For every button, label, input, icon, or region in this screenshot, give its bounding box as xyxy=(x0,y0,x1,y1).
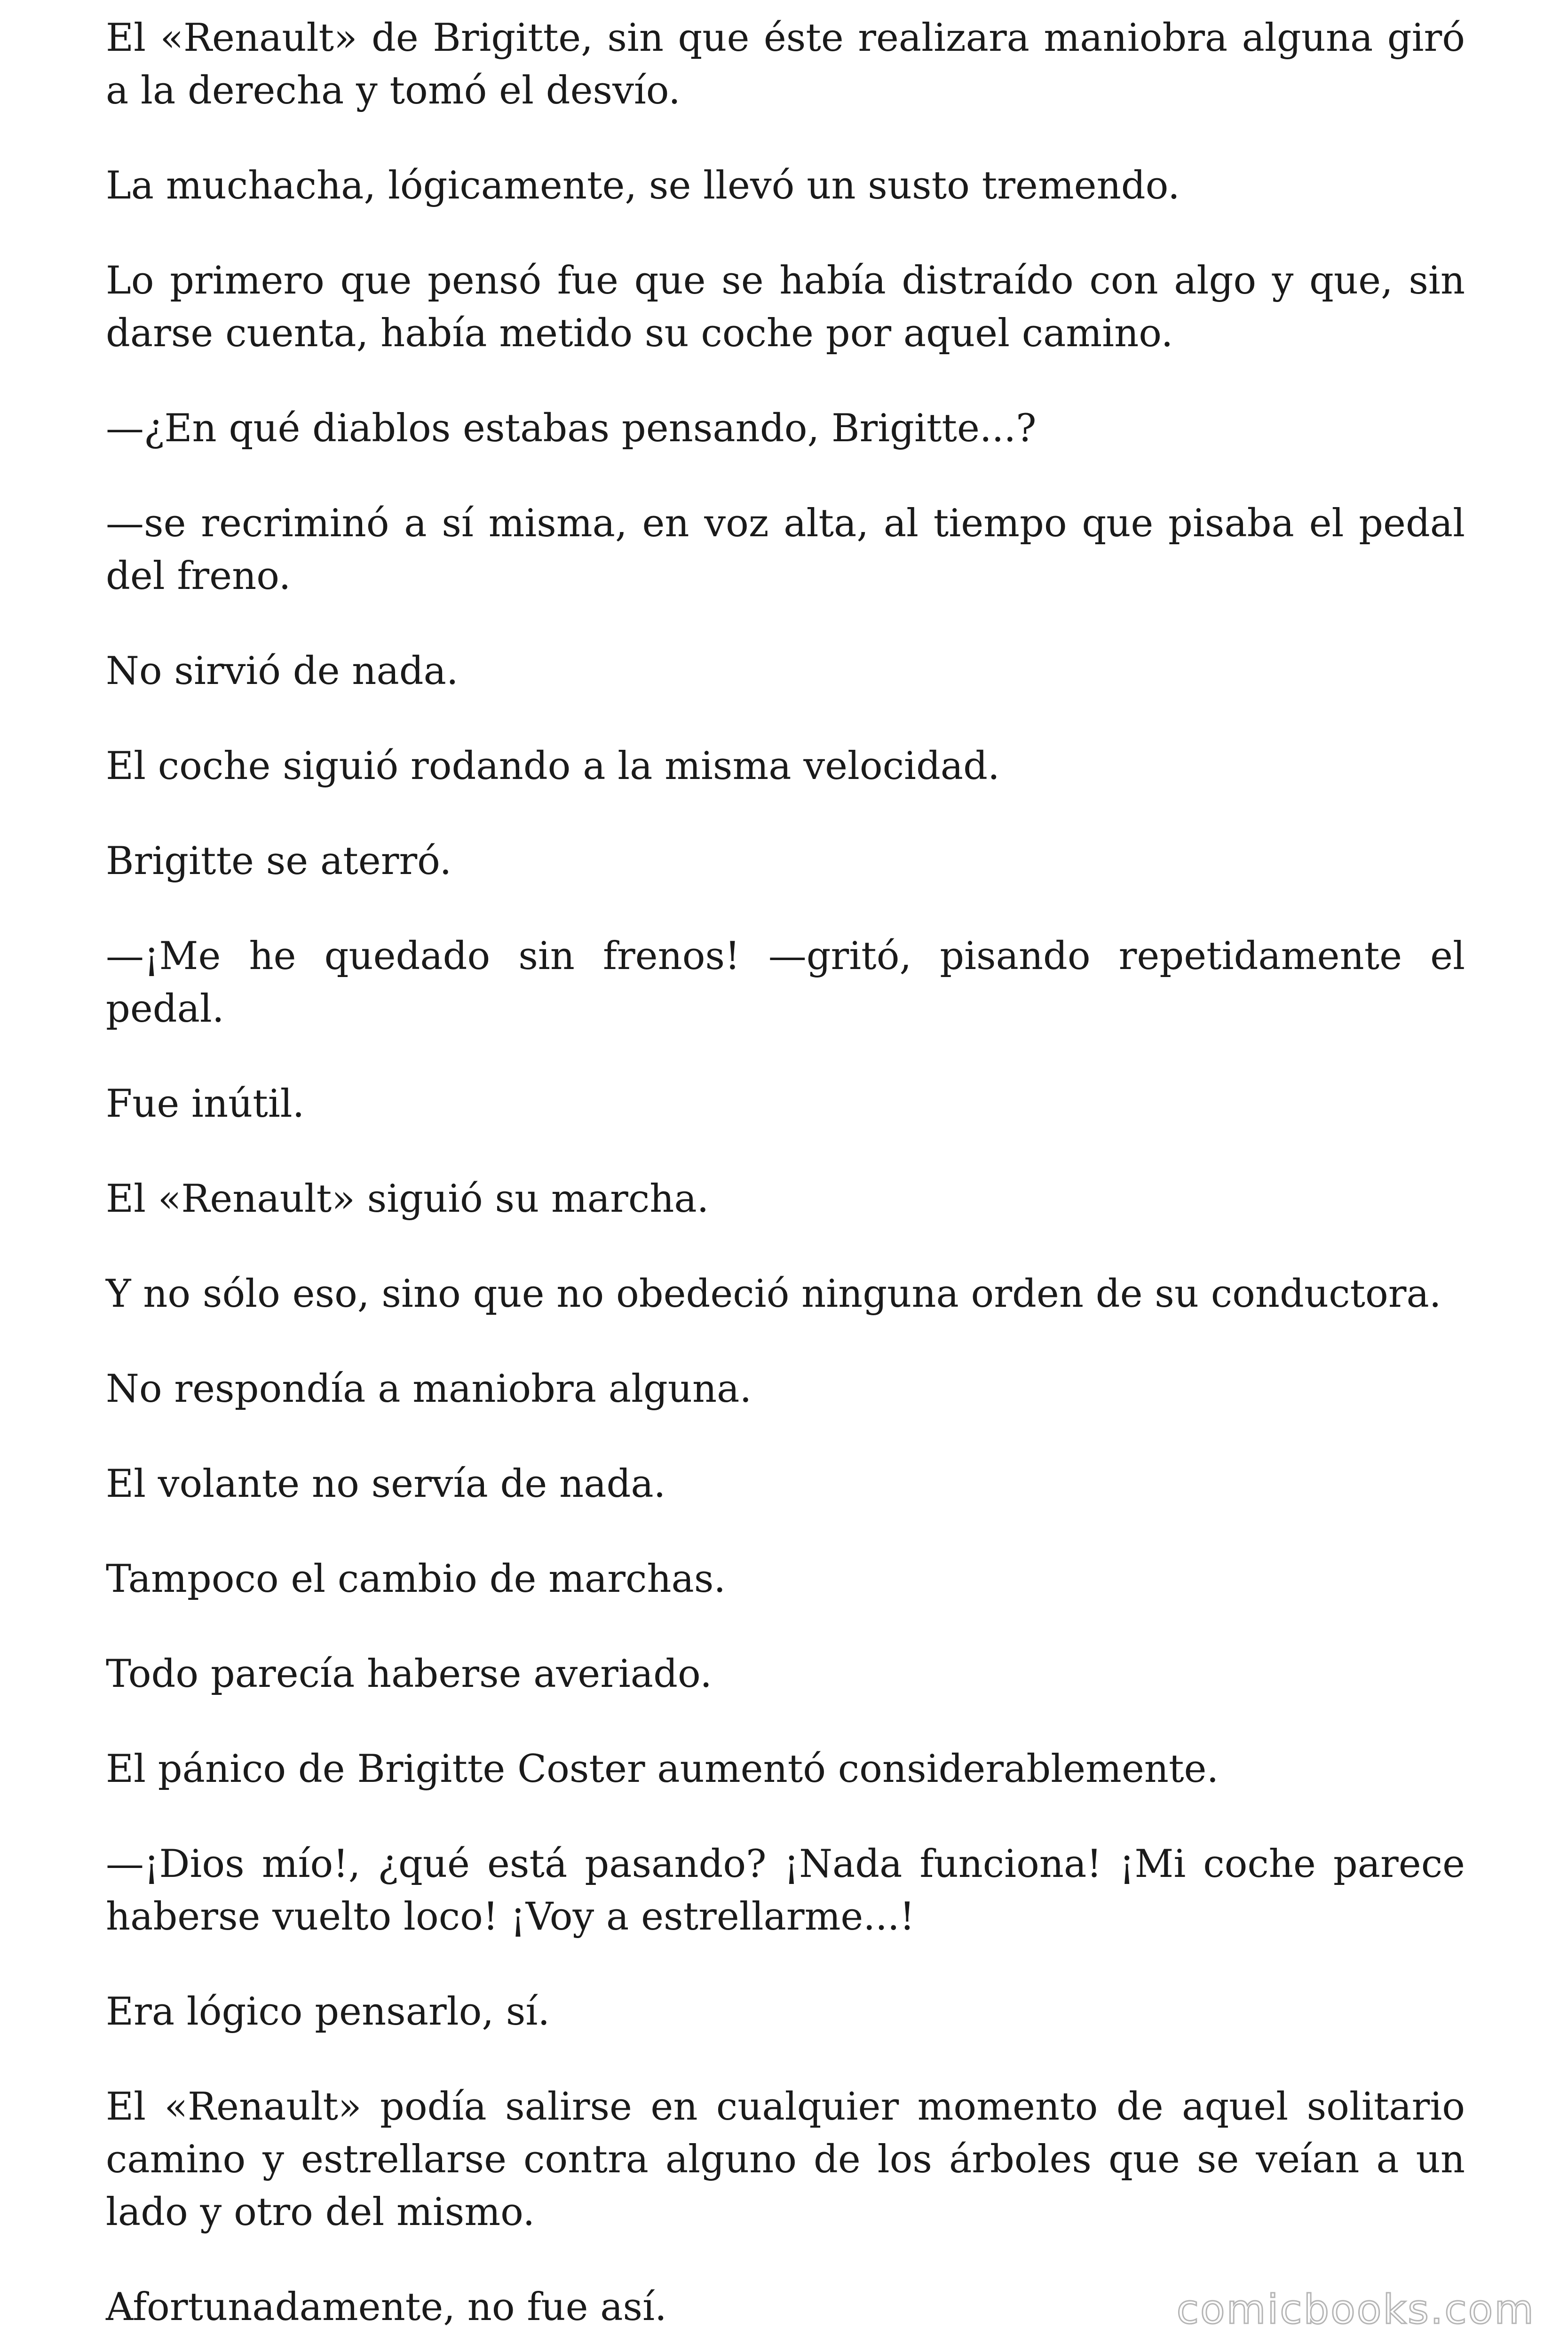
watermark-logo: comicbooks.com xyxy=(1176,2286,1535,2333)
paragraph-9: —¡Me he quedado sin frenos! —gritó, pisando repetidamente el pedal. xyxy=(106,934,1465,1031)
paragraph-19: Era lógico pensarlo, sí. xyxy=(106,1990,550,2034)
paragraph-16: Todo parecía haberse averiado. xyxy=(106,1652,713,1696)
paragraph-7: El coche siguió rodando a la misma velocidad. xyxy=(106,744,1000,788)
paragraph-1: El «Renault» de Brigitte, sin que éste realizara maniobra alguna giró a la derecha y tomó el desvío. xyxy=(106,16,1465,113)
paragraph-14: El volante no servía de nada. xyxy=(106,1462,666,1506)
paragraph-17: El pánico de Brigitte Coster aumentó considerablemente. xyxy=(106,1747,1219,1791)
paragraph-12: Y no sólo eso, sino que no obedeció ninguna orden de su conductora. xyxy=(106,1272,1441,1316)
paragraph-20: El «Renault» podía salirse en cualquier momento de aquel solitario camino y estrellarse contra alguno de los árboles que se veían a un lado y otro del mismo. xyxy=(106,2085,1465,2234)
page-text xyxy=(106,12,1465,2352)
paragraph-8: Brigitte se aterró. xyxy=(106,839,452,883)
paragraph-21: Afortunadamente, no fue así. xyxy=(106,2285,667,2329)
paragraph-10: Fue inútil. xyxy=(106,1082,305,1126)
paragraph-6: No sirvió de nada. xyxy=(106,649,459,693)
paragraph-13: No respondía a maniobra alguna. xyxy=(106,1367,752,1411)
paragraph-5: —se recriminó a sí misma, en voz alta, al tiempo que pisaba el pedal del freno. xyxy=(106,501,1465,598)
paragraph-4: —¿En qué diablos estabas pensando, Brigitte...? xyxy=(106,406,1037,451)
paragraph-11: El «Renault» siguió su marcha. xyxy=(106,1177,709,1221)
paragraph-18: —¡Dios mío!, ¿qué está pasando? ¡Nada funciona! ¡Mi coche parece haberse vuelto loco! ¡Voy a estrellarme...! xyxy=(106,1842,1465,1939)
paragraph-15: Tampoco el cambio de marchas. xyxy=(106,1557,726,1601)
paragraph-2: La muchacha, lógicamente, se llevó un susto tremendo. xyxy=(106,164,1180,208)
paragraph-3: Lo primero que pensó fue que se había distraído con algo y que, sin darse cuenta, había metido su coche por aquel camino. xyxy=(106,259,1465,356)
